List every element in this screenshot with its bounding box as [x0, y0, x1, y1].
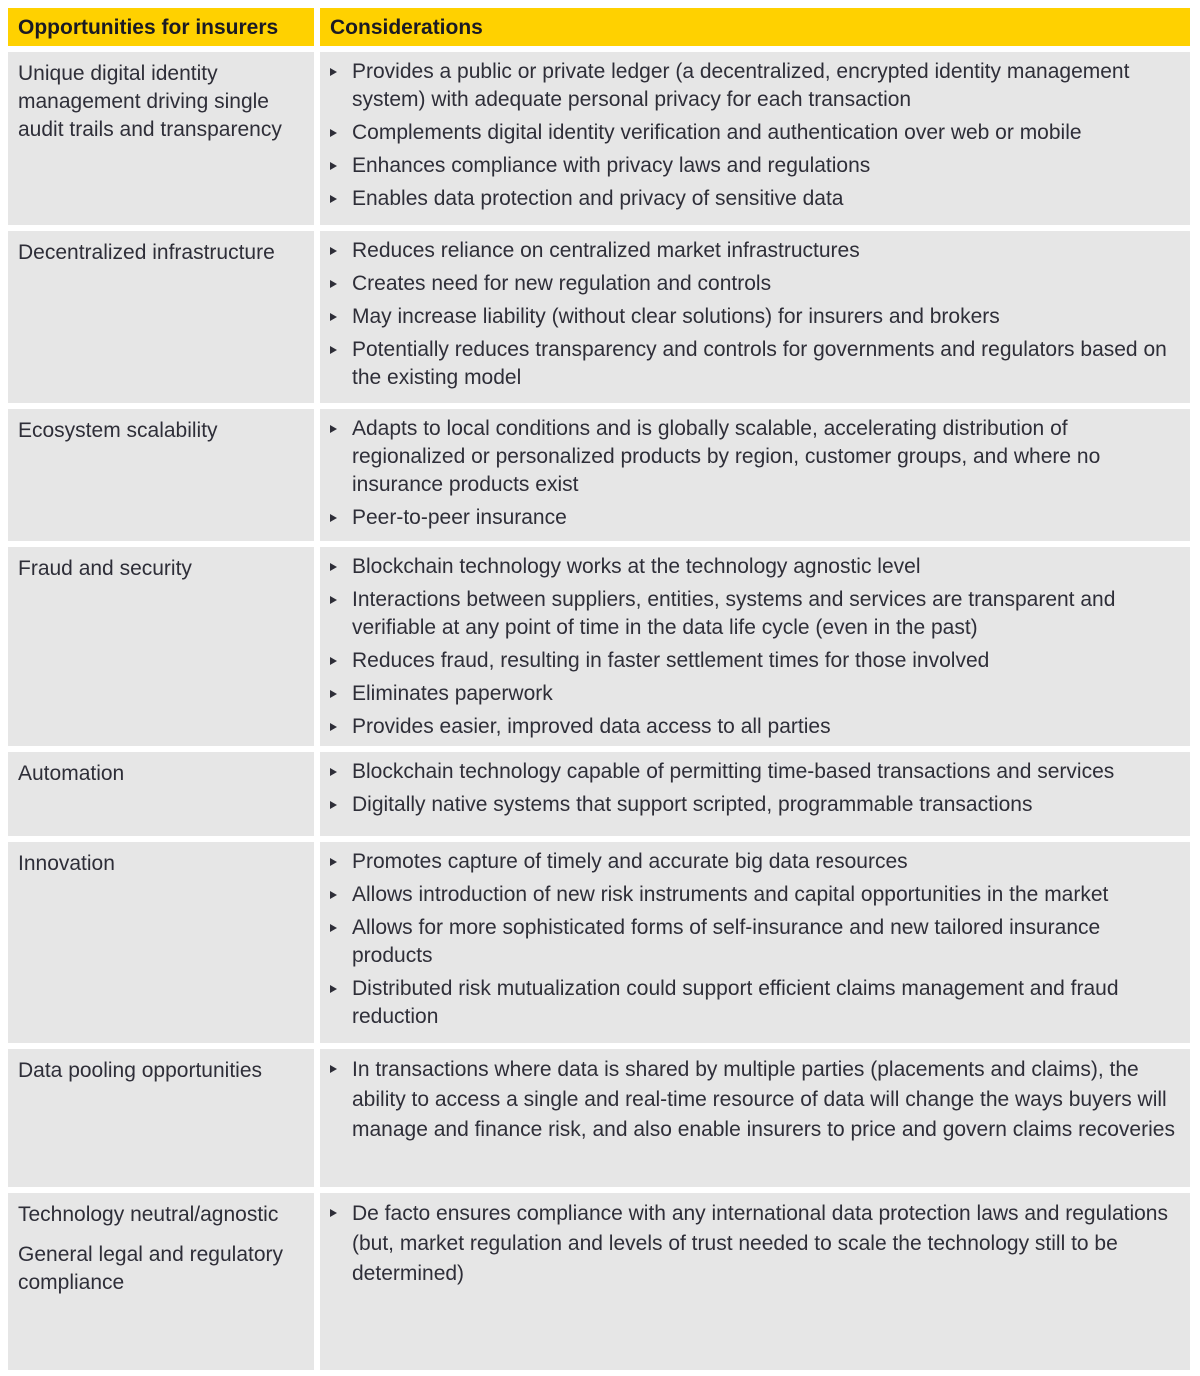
considerations-cell — [320, 752, 1190, 836]
bullet-triangle-icon — [330, 723, 337, 731]
considerations-list — [330, 848, 1178, 1031]
considerations-cell — [320, 1193, 1190, 1370]
header-considerations: Considerations — [320, 8, 1190, 46]
list-item — [330, 713, 1178, 741]
consideration-text: Interactions between suppliers, entities, systems and services are transparent and verifiable at any point of time in the data life cycle (even in the past) — [352, 588, 1116, 639]
consideration-text: Peer-to-peer insurance — [352, 506, 567, 529]
bullet-triangle-icon — [330, 924, 337, 932]
bullet-triangle-icon — [330, 313, 337, 321]
considerations-cell — [320, 231, 1190, 403]
considerations-cell — [320, 1049, 1190, 1187]
table-body — [8, 52, 1190, 1370]
list-item — [330, 185, 1178, 213]
list-item — [330, 415, 1178, 499]
considerations-cell — [320, 52, 1190, 225]
list-item — [330, 680, 1178, 708]
bullet-triangle-icon — [330, 195, 337, 203]
consideration-text: Provides a public or private ledger (a decentralized, encrypted identity management system) with adequate personal privacy for each transaction — [352, 60, 1130, 111]
considerations-cell — [320, 409, 1190, 541]
header-opportunities: Opportunities for insurers — [8, 8, 314, 46]
bullet-triangle-icon — [330, 985, 337, 993]
table-row — [8, 231, 1190, 403]
bullet-triangle-icon — [330, 690, 337, 698]
consideration-text: Distributed risk mutualization could support efficient claims management and fraud reduction — [352, 977, 1119, 1028]
considerations-list — [330, 553, 1178, 741]
list-item — [330, 758, 1178, 786]
list-item — [330, 336, 1178, 392]
consideration-text: Provides easier, improved data access to all parties — [352, 715, 831, 738]
bullet-triangle-icon — [330, 1065, 337, 1073]
opportunity-label: General legal and regulatory compliance — [18, 1243, 284, 1294]
table-row — [8, 547, 1190, 746]
consideration-text: Complements digital identity verification and authentication over web or mobile — [352, 121, 1082, 144]
considerations-list — [330, 58, 1178, 213]
list-item — [330, 848, 1178, 876]
bullet-triangle-icon — [330, 514, 337, 522]
bullet-triangle-icon — [330, 425, 337, 433]
bullet-triangle-icon — [330, 657, 337, 665]
consideration-text: Potentially reduces transparency and controls for governments and regulators based on the existing model — [352, 338, 1167, 389]
opportunities-table — [8, 8, 1190, 1376]
table-row — [8, 1193, 1190, 1370]
opportunity-cell — [8, 52, 314, 225]
list-item — [330, 553, 1178, 581]
list-item — [330, 152, 1178, 180]
consideration-text: Creates need for new regulation and controls — [352, 272, 772, 295]
list-item — [330, 914, 1178, 970]
list-item — [330, 1055, 1178, 1145]
opportunity-label: Automation — [18, 762, 125, 785]
table-row — [8, 1049, 1190, 1187]
list-item — [330, 504, 1178, 532]
opportunity-label: Innovation — [18, 852, 115, 875]
considerations-list — [330, 758, 1178, 819]
list-item — [330, 303, 1178, 331]
opportunity-cell — [8, 409, 314, 541]
list-item — [330, 881, 1178, 909]
list-item — [330, 237, 1178, 265]
bullet-triangle-icon — [330, 346, 337, 354]
consideration-text: Blockchain technology works at the technology agnostic level — [352, 555, 921, 578]
bullet-triangle-icon — [330, 68, 337, 76]
list-item — [330, 791, 1178, 819]
considerations-cell — [320, 842, 1190, 1043]
opportunity-cell — [8, 842, 314, 1043]
bullet-triangle-icon — [330, 891, 337, 899]
opportunity-cell — [8, 547, 314, 746]
consideration-text: Adapts to local conditions and is globally scalable, accelerating distribution of regionalized or personalized products by region, customer groups, and where no insurance products exist — [352, 417, 1101, 496]
opportunity-label: Technology neutral/agnostic — [18, 1203, 279, 1226]
table-row — [8, 409, 1190, 541]
consideration-text: Enhances compliance with privacy laws and regulations — [352, 154, 871, 177]
bullet-triangle-icon — [330, 280, 337, 288]
bullet-triangle-icon — [330, 858, 337, 866]
consideration-text: May increase liability (without clear solutions) for insurers and brokers — [352, 305, 1000, 328]
opportunity-label: Decentralized infrastructure — [18, 241, 275, 264]
consideration-text: In transactions where data is shared by multiple parties (placements and claims), the ability to access a single and real-time resource of data will change the ways buyers will manage and finance risk, and also enable insurers to price and govern claims recoveries — [352, 1058, 1175, 1141]
list-item — [330, 119, 1178, 147]
considerations-cell — [320, 547, 1190, 746]
considerations-list — [330, 1199, 1178, 1289]
consideration-text: Blockchain technology capable of permitting time-based transactions and services — [352, 760, 1115, 783]
table-row — [8, 752, 1190, 836]
consideration-text: Reduces reliance on centralized market infrastructures — [352, 239, 860, 262]
list-item — [330, 58, 1178, 114]
consideration-text: Eliminates paperwork — [352, 682, 553, 705]
consideration-text: Promotes capture of timely and accurate big data resources — [352, 850, 908, 873]
bullet-triangle-icon — [330, 801, 337, 809]
list-item — [330, 1199, 1178, 1289]
bullet-triangle-icon — [330, 1209, 337, 1217]
considerations-list — [330, 237, 1178, 392]
opportunity-cell — [8, 1193, 314, 1370]
table-row — [8, 52, 1190, 225]
list-item — [330, 586, 1178, 642]
list-item — [330, 647, 1178, 675]
considerations-list — [330, 415, 1178, 532]
opportunity-cell — [8, 752, 314, 836]
list-item — [330, 270, 1178, 298]
considerations-list — [330, 1055, 1178, 1145]
consideration-text: De facto ensures compliance with any international data protection laws and regulations (but, market regulation and levels of trust needed to scale the technology still to be determined) — [352, 1202, 1168, 1285]
list-item — [330, 975, 1178, 1031]
consideration-text: Allows introduction of new risk instruments and capital opportunities in the market — [352, 883, 1109, 906]
opportunity-cell — [8, 231, 314, 403]
consideration-text: Digitally native systems that support scripted, programmable transactions — [352, 793, 1033, 816]
opportunity-label: Data pooling opportunities — [18, 1059, 263, 1082]
bullet-triangle-icon — [330, 162, 337, 170]
bullet-triangle-icon — [330, 768, 337, 776]
table-row — [8, 842, 1190, 1043]
bullet-triangle-icon — [330, 563, 337, 571]
consideration-text: Reduces fraud, resulting in faster settlement times for those involved — [352, 649, 990, 672]
opportunity-label: Unique digital identity management driving single audit trails and transparency — [18, 62, 282, 141]
consideration-text: Allows for more sophisticated forms of self-insurance and new tailored insurance products — [352, 916, 1101, 967]
bullet-triangle-icon — [330, 247, 337, 255]
table-header-row — [8, 8, 1190, 46]
consideration-text: Enables data protection and privacy of sensitive data — [352, 187, 844, 210]
bullet-triangle-icon — [330, 596, 337, 604]
opportunity-label: Ecosystem scalability — [18, 419, 218, 442]
opportunity-cell — [8, 1049, 314, 1187]
bullet-triangle-icon — [330, 129, 337, 137]
opportunity-label: Fraud and security — [18, 557, 192, 580]
